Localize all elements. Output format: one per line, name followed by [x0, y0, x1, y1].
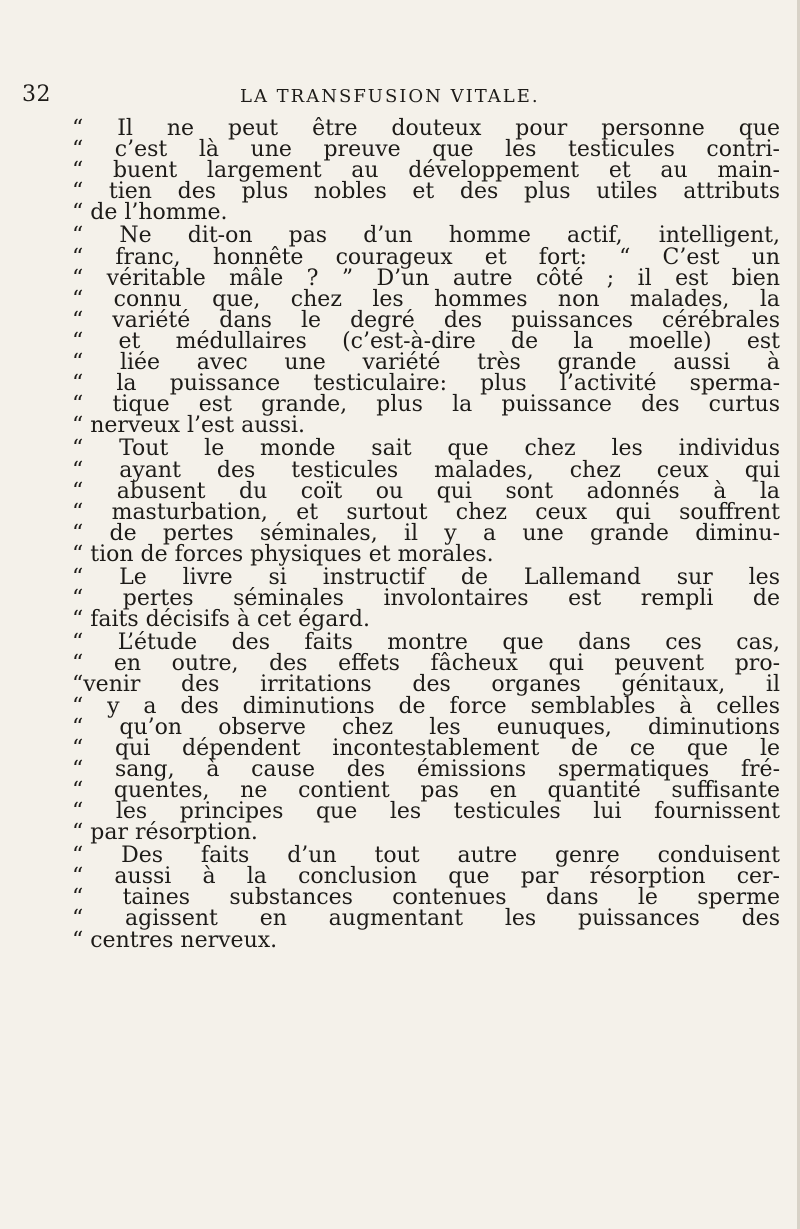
text-line: “venir des irritations des organes génitaux, il	[72, 672, 780, 698]
text-line: “ en outre, des effets fâcheux qui peuvent pro-	[72, 651, 780, 677]
text-line: “ faits décisifs à cet égard.	[72, 607, 370, 633]
text-line: “ ayant des testicules malades, chez ceux qui	[72, 457, 780, 483]
text-line: “ qu’on observe chez les eunuques, diminutions	[72, 714, 780, 740]
text-line: “ c’est là une preuve que les testicules contri-	[72, 137, 780, 163]
text-line: “ y a des diminutions de force semblables à celles	[72, 693, 780, 719]
text-line: “ connu que, chez les hommes non malades, la	[72, 286, 780, 312]
text-line: “ Ne dit-on pas d’un homme actif, intelligent,	[72, 223, 780, 249]
text-line: “ par résorption.	[72, 820, 258, 846]
text-line: “ aussi à la conclusion que par résorption cer-	[72, 864, 780, 890]
text-line: “ tique est grande, plus la puissance des curtus	[72, 392, 780, 418]
text-line: “ les principes que les testicules lui fournissent	[72, 799, 780, 824]
text-line: “ la puissance testiculaire: plus l’activité sperma-	[72, 371, 780, 397]
text-line: “ buent largement au développement et au main-	[72, 158, 780, 184]
text-line: “ tien des plus nobles et des plus utiles attributs	[72, 179, 780, 205]
body-text	[72, 118, 780, 951]
text-line: “ de pertes séminales, il y a une grande diminu-	[72, 520, 780, 546]
text-line: “ L’étude des faits montre que dans ces cas,	[72, 630, 780, 656]
text-line: “ taines substances contenues dans le sperme	[72, 885, 780, 911]
text-line: “ Il ne peut être douteux pour personne que	[72, 116, 780, 141]
text-line: “ centres nerveux.	[72, 927, 278, 953]
text-line: “ de l’homme.	[72, 200, 228, 226]
paragraph	[72, 843, 780, 953]
paragraph	[72, 564, 780, 633]
page-number: 32	[22, 82, 51, 107]
text-line: “ tion de forces physiques et morales.	[72, 541, 494, 567]
text-line: “ Des faits d’un tout autre genre conduisent	[72, 843, 780, 869]
text-line: “ nerveux l’est aussi.	[72, 413, 306, 439]
paragraph	[72, 438, 780, 565]
text-line: “ variété dans le degré des puissances cérébrales	[72, 307, 780, 333]
text-line: “ quentes, ne contient pas en quantité suffisante	[72, 777, 780, 803]
running-title: LA TRANSFUSION VITALE.	[240, 86, 540, 107]
text-line: “ Tout le monde sait que chez les individus	[72, 436, 780, 462]
text-line: “ agissent en augmentant les puissances des	[72, 906, 780, 932]
paragraph	[72, 116, 780, 226]
text-line: “ masturbation, et surtout chez ceux qui souffrent	[72, 499, 780, 525]
text-line: “ et médullaires (c’est-à-dire de la moelle) est	[72, 328, 780, 354]
text-line: “ Le livre si instructif de Lallemand sur les	[72, 564, 780, 590]
paragraph	[72, 630, 780, 846]
text-line: “ qui dépendent incontestablement de ce que le	[72, 735, 780, 761]
text-line: “ franc, honnête courageux et fort: “ C’est un	[72, 244, 780, 270]
text-line: “ sang, à cause des émissions spermatiques fré-	[72, 756, 780, 782]
paragraph	[72, 223, 780, 439]
text-line: “ pertes séminales involontaires est rempli de	[72, 586, 780, 612]
text-line: “ véritable mâle ? ” D’un autre côté ; il est bien	[72, 265, 780, 291]
text-line: “ liée avec une variété très grande aussi à	[72, 350, 780, 376]
text-line: “ abusent du coït ou qui sont adonnés à la	[72, 478, 780, 504]
